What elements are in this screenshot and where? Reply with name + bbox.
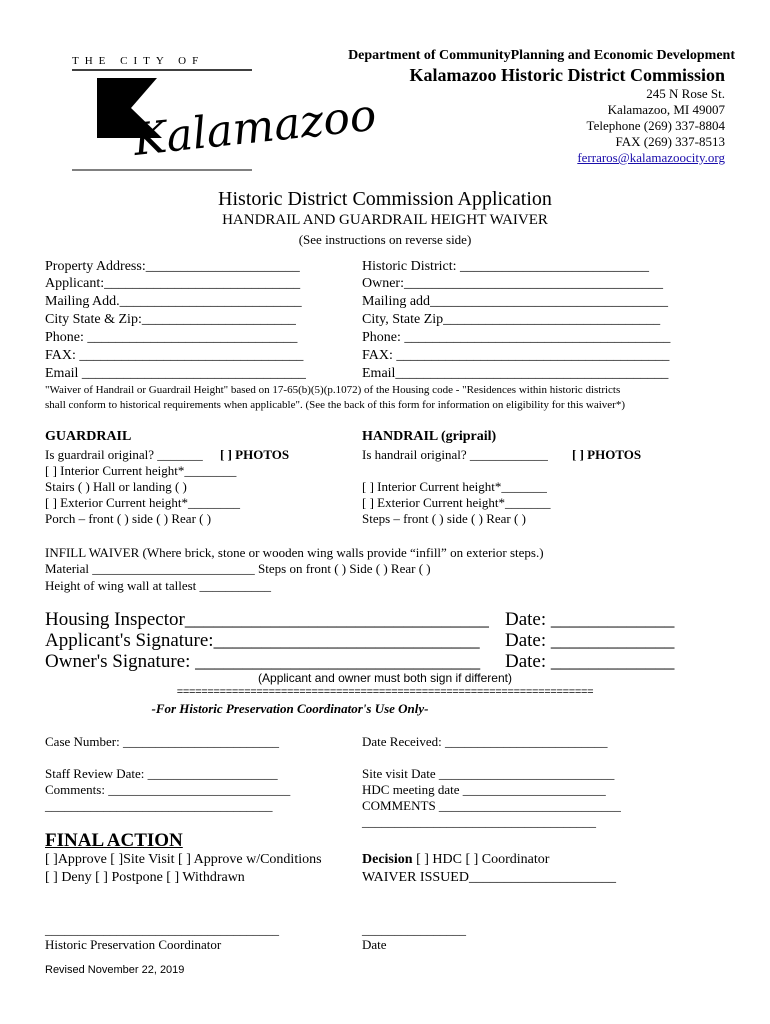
waiver-text-line-2: shall conform to historical requirements when applicable". (See the back of this form for information on eligibility for this waiver*) [45,399,625,411]
final-action-heading: FINAL ACTION [45,830,183,851]
hdc-meeting-date-field[interactable]: HDC meeting date ______________________ [362,782,606,797]
guardrail-exterior-row[interactable]: [ ] Exterior Current height*________ [45,495,240,510]
applicant-field[interactable]: Applicant:____________________________ [45,276,301,291]
comments-field-line-2[interactable]: ___________________________________ [45,798,273,813]
applicant-signature[interactable]: Applicant's Signature:____________________________ [45,630,480,651]
owner-fax-field[interactable]: FAX: _______________________________________ [362,348,670,363]
email-field[interactable]: Email ________________________________ [45,366,306,381]
mailing-address-field[interactable]: Mailing Add.__________________________ [45,294,302,309]
logo-text-top: THE CITY OF [72,55,205,67]
staff-review-date-field[interactable]: Staff Review Date: ____________________ [45,766,278,781]
wing-wall-height-field[interactable]: Height of wing wall at tallest ___________ [45,578,272,593]
owner-email-field[interactable]: Email_______________________________________ [362,366,669,381]
owner-city-state-zip-field[interactable]: City, State Zip_______________________________ [362,312,661,327]
owner-phone-field[interactable]: Phone: ______________________________________ [362,330,671,345]
handrail-heading: HANDRAIL (griprail) [362,429,497,444]
form-subtitle: HANDRAIL AND GUARDRAIL HEIGHT WAIVER [222,212,548,228]
city-state-zip-field[interactable]: City State & Zip:______________________ [45,312,296,327]
historic-district-field[interactable]: Historic District: ___________________________ [362,259,649,274]
instructions-note: (See instructions on reverse side) [298,232,472,247]
housing-inspector-date[interactable]: Date: _____________ [505,609,675,630]
handrail-steps-row[interactable]: Steps – front ( ) side ( ) Rear ( ) [362,511,526,526]
comments-field[interactable]: Comments: ____________________________ [45,782,291,797]
handrail-interior-row[interactable]: [ ] Interior Current height*_______ [362,479,547,494]
guardrail-stairs-row[interactable]: Stairs ( ) Hall or landing ( ) [45,479,187,494]
department-name: Department of CommunityPlanning and Economic Development [348,48,735,63]
handrail-original-question[interactable]: Is handrail original? ____________ [362,447,548,462]
fax: FAX (269) 337-8513 [615,134,725,149]
owner-mailing-address-field[interactable]: Mailing add__________________________________ [362,294,669,309]
applicant-signature-date[interactable]: Date: _____________ [505,630,675,651]
city-of-kalamazoo-logo [62,50,379,180]
infill-waiver-text: INFILL WAIVER (Where brick, stone or wooden wing walls provide “infill” on exterior steps.) [45,545,544,560]
revised-date: Revised November 22, 2019 [45,964,185,976]
housing-inspector-signature[interactable]: Housing Inspector________________________________ [45,609,489,630]
final-action-options-row-2[interactable]: [ ] Deny [ ] Postpone [ ] Withdrawn [45,870,245,885]
property-address-field[interactable]: Property Address:______________________ [45,259,300,274]
final-date-label: Date [362,937,387,952]
coordinator-comments-field[interactable]: COMMENTS ____________________________ [362,798,621,813]
coordinator-use-heading: -For Historic Preservation Coordinator's Use Only- [151,701,429,716]
waiver-issued-field[interactable]: WAIVER ISSUED_____________________ [362,870,616,885]
guardrail-interior-row[interactable]: [ ] Interior Current height*________ [45,463,237,478]
address-street: 245 N Rose St. [646,86,725,101]
signature-note: (Applicant and owner must both sign if different) [258,671,512,685]
waiver-text-line-1: "Waiver of Handrail or Guardrail Height" based on 17-65(b)(5)(p.1072) of the Housing code - "Residences within historic districts [45,384,621,396]
guardrail-heading: GUARDRAIL [45,429,132,444]
guardrail-original-question[interactable]: Is guardrail original? _______ [45,447,203,462]
site-visit-date-field[interactable]: Site visit Date ___________________________ [362,766,615,781]
coordinator-signature-label: Historic Preservation Coordinator [45,937,222,952]
date-received-field[interactable]: Date Received: _________________________ [362,734,608,749]
final-date-line[interactable]: ________________ [362,922,466,937]
decision-options[interactable]: [ ] HDC [ ] Coordinator [412,852,550,867]
form-title: Historic District Commission Application [218,188,552,210]
handrail-photos-checkbox[interactable]: [ ] PHOTOS [572,447,642,462]
coordinator-comments-line-2[interactable]: ____________________________________ [362,814,596,829]
decision-row[interactable] [362,852,549,868]
decision-label: Decision [362,852,413,867]
owner-field[interactable]: Owner:_____________________________________ [362,276,663,291]
final-action-options-row-1[interactable]: [ ]Approve [ ]Site Visit [ ] Approve w/Conditions [45,852,322,867]
section-divider: ==================================================================== [176,686,594,698]
email-link[interactable]: ferraros@kalamazoocity.org [577,150,725,165]
commission-name: Kalamazoo Historic District Commission [409,65,725,85]
guardrail-photos-checkbox[interactable]: [ ] PHOTOS [220,447,290,462]
case-number-field[interactable]: Case Number: ________________________ [45,734,279,749]
telephone: Telephone (269) 337-8804 [586,118,725,133]
handrail-exterior-row[interactable]: [ ] Exterior Current height*_______ [362,495,551,510]
guardrail-porch-row[interactable]: Porch – front ( ) side ( ) Rear ( ) [45,511,212,526]
logo-text-main: Kalamazoo [131,89,379,166]
address-city: Kalamazoo, MI 49007 [607,102,725,117]
phone-field[interactable]: Phone: ______________________________ [45,330,298,345]
fax-field[interactable]: FAX: ________________________________ [45,348,304,363]
owner-signature-date[interactable]: Date: _____________ [505,651,675,672]
infill-material-row[interactable]: Material _________________________ Steps on front ( ) Side ( ) Rear ( ) [45,561,431,576]
owner-signature[interactable]: Owner's Signature: ______________________________ [45,651,481,672]
coordinator-signature-line[interactable]: ____________________________________ [45,922,279,937]
